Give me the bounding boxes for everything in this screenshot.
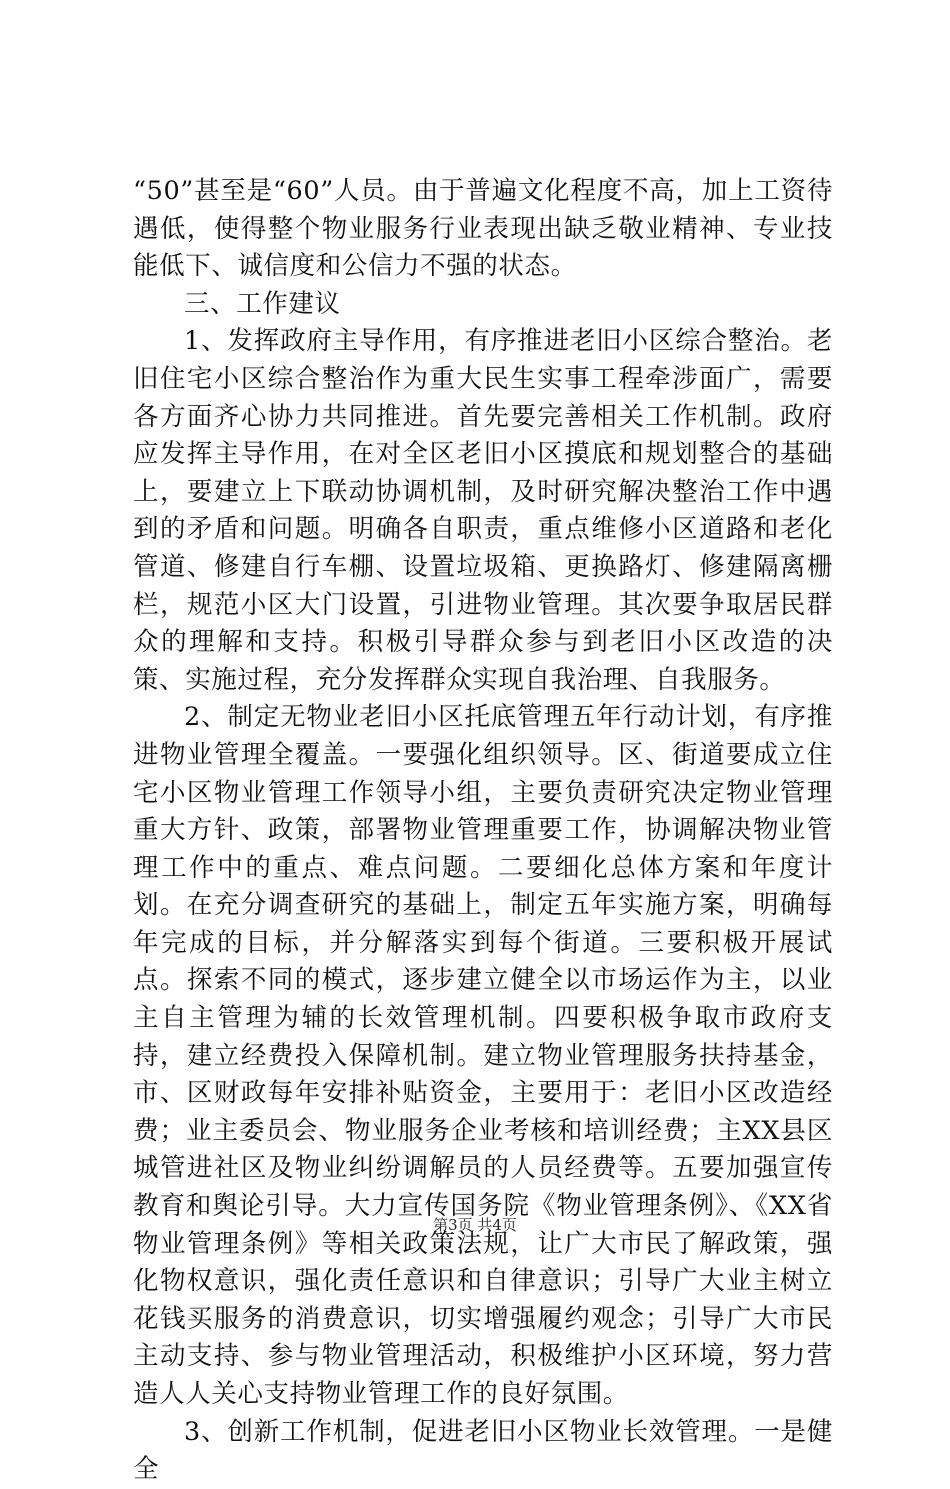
paragraph-suggestion-1: 1、发挥政府主导作用，有序推进老旧小区综合整治。老旧住宅小区综合整治作为重大民生实事工程牵涉面广，需要各方面齐心协力共同推进。首先要完善相关工作机制。政府应发挥主导作用，在对全区老旧小区摸底和规划整合的基础上，要建立上下联动协调机制，及时研究解决整治工作中遇到的矛盾和问题。明确各自职责，重点维修小区道路和老化管道、修建自行车棚、设置垃圾箱、更换路灯、修建隔离栅栏，规范小区大门设置，引进物业管理。其次要争取居民群众的理解和支持。积极引导群众参与到老旧小区改造的决策、实施过程，充分发挥群众实现自我治理、自我服务。 [133,326,833,695]
section-heading: 三、工作建议 [184,288,341,319]
paragraph-suggestion-2: 2、制定无物业老旧小区托底管理五年行动计划，有序推进物业管理全覆盖。一要强化组织领导。区、街道要成立住宅小区物业管理工作领导小组，主要负责研究决定物业管理重大方针、政策，部署物业管理重要工作，协调解决物业管理工作中的重点、难点问题。二要细化总体方案和年度计划。在充分调查研究的基础上，制定五年实施方案，明确每年完成的目标，并分解落实到每个街道。三要积极开展试点。探索不同的模式，逐步建立健全以市场运作为主，以业主自主管理为辅的长效管理机制。四要积极争取市政府支持，建立经费投入保障机制。建立物业管理服务扶持基金，市、区财政每年安排补贴资金，主要用于：老旧小区改造经费；业主委员会、物业服务企业考核和培训经费；主XX县区城管进社区及物业纠纷调解员的人员经费等。五要加强宣传教育和舆论引导。大力宣传国务院《物业管理条例》、《XX省物业管理条例》等相关政策法规，让广大市民了解政策，强化物权意识，强化责任意识和自律意识；引导广大业主树立花钱买服务的消费意识，切实增强履约观念；引导广大市民主动支持、参与物业管理活动，积极维护小区环境，努力营造人人关心支持物业管理工作的良好氛围。 [133,702,833,1409]
page-footer: 第3页 共4页 [433,1216,517,1234]
paragraph-continuation: “50”甚至是“60”人员。由于普遍文化程度不高，加上工资待遇低，使得整个物业服务行业表现出缺乏敬业精神、专业技能低下、诚信度和公信力不强的状态。 [133,176,833,282]
paragraph-suggestion-3: 3、创新工作机制，促进老旧小区物业长效管理。一是健全 [133,1416,833,1485]
document-body [133,173,833,1489]
